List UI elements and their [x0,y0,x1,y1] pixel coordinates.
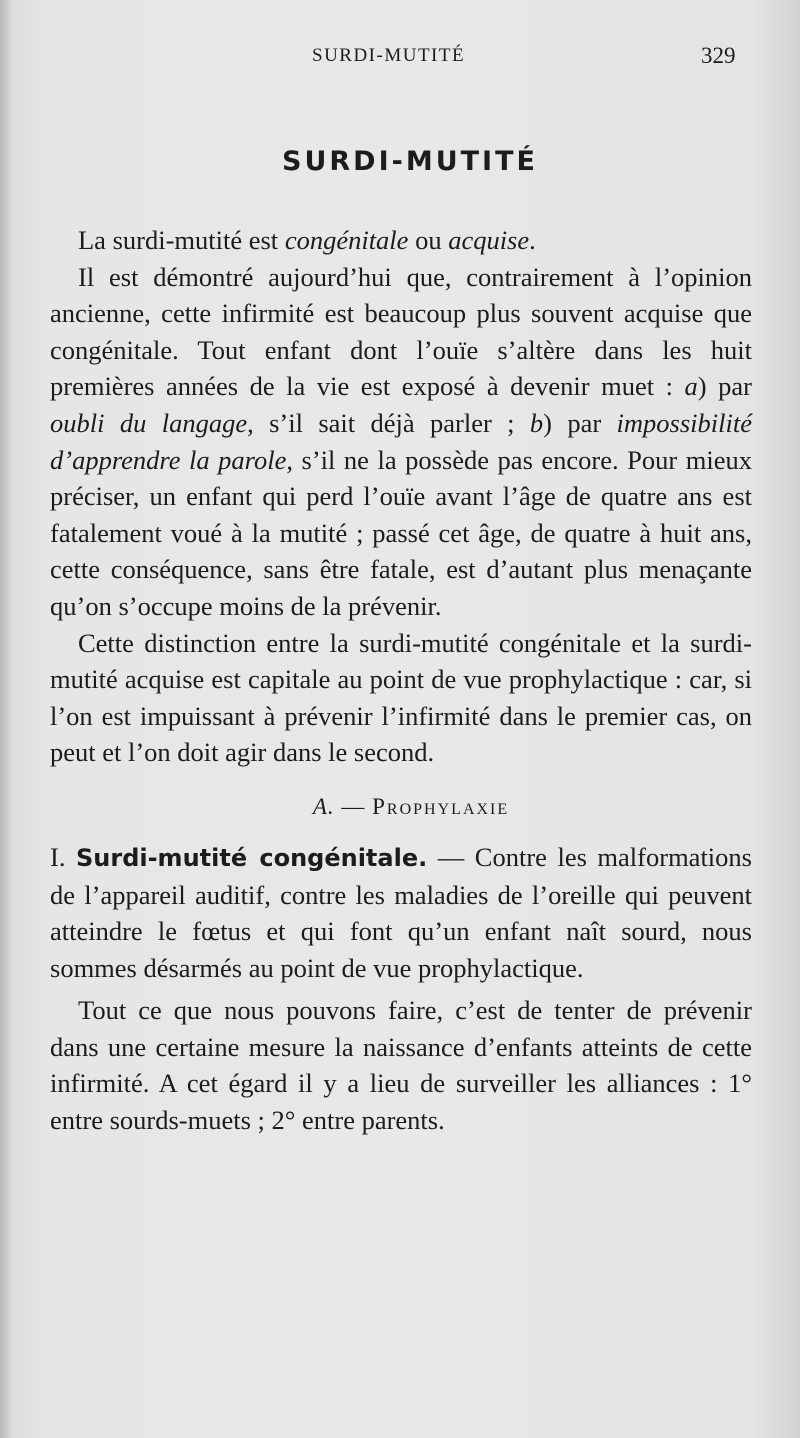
text-run: ) par [543,407,617,438]
text-run: ou [408,225,449,255]
paragraph-congenital [50,839,752,986]
italic-oubli-du-langage: oubli du langage [50,407,248,438]
body-text [50,222,752,1139]
text-run: , s’il ne la possède pas encore. Pour mieux préciser, un enfant qui perd l’ouïe avant l’âge de quatre ans est fatalement voué à la mutité ; passé cet âge, de quatre à huit ans, cette conséquence, sans être fatale, est d’autant plus menaçante qu’on s’occupe moins de la prévenir. [50,444,752,621]
text-run: ) par [697,371,752,402]
section-letter: A. [312,793,335,819]
text-run: . [529,225,536,255]
italic-term-acquise: acquise [448,225,530,255]
subsection-number: I. [50,841,76,872]
text-run: , s’il sait déjà parler ; [247,407,530,438]
italic-impossibilite: impossibilité d’apprendre la parole [50,407,752,475]
paragraph-intro [50,222,752,259]
italic-term-congenitale: congénitale [284,225,409,255]
running-head [0,40,800,70]
subsection-heading: Surdi-mutité congénitale. [75,843,428,872]
text-run: — Contre les malformations de l’appareil auditif, contre les maladies de l’oreille qui peuvent atteindre le fœtus et qui font qu’un enfant naît sourd, nous sommes désarmés au point de vue prophylactique. [50,841,752,983]
section-dash: — [334,793,373,819]
chapter-title: SURDI-MUTITÉ [282,146,538,177]
text-run: Il est démontré aujourd’hui que, contrairement à l’opinion ancienne, cette infirmité est beaucoup plus souvent acquise que congénitale. Tout enfant dont l’ouïe s’altère dans les huit premières années de la vie est exposé à devenir muet : [50,261,752,402]
italic-enum-b: b [529,407,544,438]
section-title: Prophylaxie [372,793,510,819]
section-heading [70,789,752,825]
paragraph-prevention: Tout ce que nous pouvons faire, c’est de tenter de prévenir dans une certaine mesure la naissance d’enfants atteints de cette infirmité. A cet égard il y a lieu de surveiller les alliances : 1° entre sourds-muets ; 2° entre parents. [50,995,752,1136]
running-head-title: SURDI-MUTITÉ [312,45,466,66]
page-gutter-shadow [0,0,12,1438]
paragraph-distinction: Cette distinction entre la surdi-mutité congénitale et la surdi-mutité acquise est capitale au point de vue prophylactique : car, si l’on est impuissant à prévenir l’infirmité dans le premier cas, on peut et l’on doit agir dans le second. [50,627,752,768]
paragraph-acquired [50,259,752,625]
page-number: 329 [701,43,736,68]
text-run: La surdi-mutité est [78,225,285,255]
italic-enum-a: a [684,371,698,402]
